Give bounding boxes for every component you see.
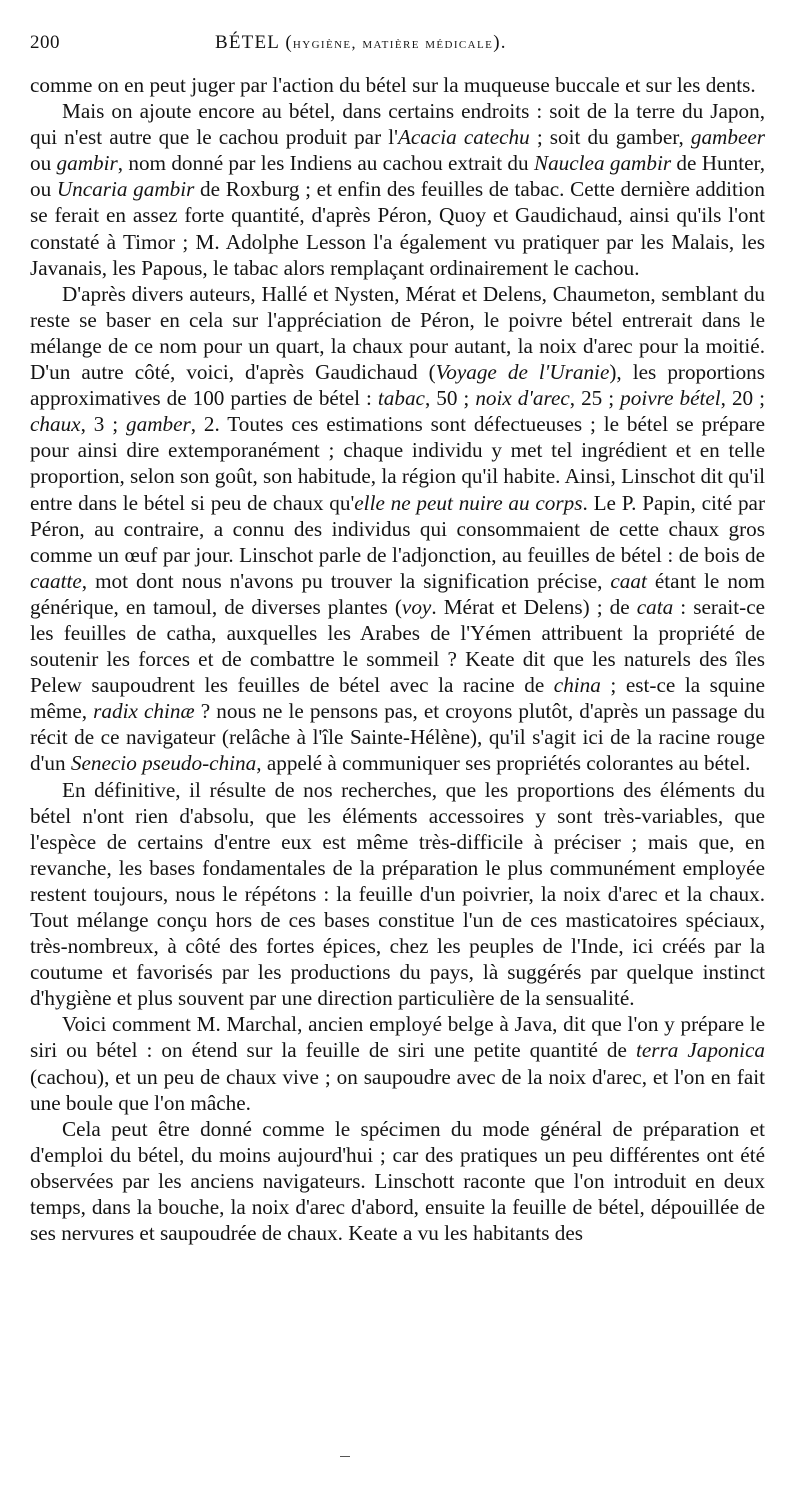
text-run: (cachou), et un peu de chaux vive ; on saupoudre avec de la noix d'arec, et l'on en fait une boule que l'on mâche. <box>30 1064 765 1115</box>
footer-mark <box>340 1456 350 1457</box>
italic-term: Nauclea gambir <box>533 151 672 176</box>
text-run: étant le nom générique, en tamoul, de diverses plantes ( <box>30 568 765 619</box>
text-run: , mot dont nous n'avons pu trouver la signification précise, <box>81 568 611 593</box>
paragraph-2 <box>30 98 765 281</box>
italic-term: Uncaria gambir <box>56 177 195 202</box>
text-run: ; soit du gamber, <box>529 125 691 150</box>
italic-term: gambeer <box>690 125 765 150</box>
text-run: D'après divers auteurs, Hallé et Nysten, Mérat et Delens, Chaumeton, semblant du reste se baser en cela sur l'appréciation de Péron, le poivre bétel entrerait dans le mélange de ce nom pour un quart, la chaux pour autant, la noix d'arec pour la moitié. D'un autre côté, voici, d'après Gaudichaud ( <box>30 281 765 385</box>
paragraph-5 <box>30 1011 765 1115</box>
italic-term: caatte <box>30 568 82 593</box>
italic-term: gambir <box>56 151 118 176</box>
text-run: de Hunter, ou <box>30 151 766 202</box>
text-run: , nom donné par les Indiens au cachou extrait du <box>117 151 534 176</box>
italic-term: poivre bétel <box>620 386 721 411</box>
text-run: , appelé à communiquer ses propriétés colorantes au bétel. <box>256 751 751 776</box>
text-run: Cela peut être donné comme le spécimen du mode général de préparation et d'emploi du bétel, du moins aujourd'hui ; car des pratiques un peu différentes ont été observées par les anciens navigateurs. Linschott raconte que l'on introduit en deux temps, dans la bouche, la noix d'arec d'abord, ensuite la feuille de bétel, dépouillée de ses nervures et saupoudrée de chaux. Keate a vu les habitants des <box>30 1116 765 1246</box>
text-run: : serait-ce les feuilles de catha, auxquelles les Arabes de l'Yémen attribuent la propriété de soutenir les forces et de combattre le sommeil ? Keate dit que les naturels des îles Pelew saupoudrent les feuilles de bétel avec la racine de <box>30 594 766 698</box>
text-run: de Roxburg ; et enfin des feuilles de tabac. Cette dernière addition se ferait en assez forte quantité, d'après Péron, Quoy et Gaudichaud, ainsi qu'ils l'ont constaté à Timor ; M. Adolphe Lesson l'a également vu pratiquer par les Malais, les Javanais, les Papous, le tabac alors remplaçant ordinairement le cachou. <box>30 177 765 280</box>
italic-term: Voyage de l'Uranie <box>435 360 610 385</box>
body-text <box>30 72 765 1246</box>
italic-term: chaux <box>30 412 81 437</box>
running-head <box>215 32 507 54</box>
italic-term: china <box>553 673 601 698</box>
italic-term: elle ne peut nuire au corps <box>354 490 583 515</box>
text-run: , 2. Toutes ces estimations sont défectueuses ; le bétel se prépare pour ainsi dire extemporanément ; chaque individu y met tel ingrédient et en telle proportion, selon son goût, son habitude, la région qu'il habite. Ainsi, Linschot dit qu'il entre dans le bétel si peu de chaux qu' <box>30 412 766 515</box>
page-number: 200 <box>30 32 60 53</box>
italic-term: Senecio pseudo-china <box>70 751 257 776</box>
text-run: , 25 ; <box>569 386 621 411</box>
text-run: comme on en peut juger par l'action du bétel sur la muqueuse buccale et sur les dents. <box>30 73 756 97</box>
text-run: ), les proportions approximatives de 100 parties de bétel : <box>30 360 766 411</box>
italic-term: radix chinæ <box>93 699 195 724</box>
text-run: , 20 ; <box>720 386 766 411</box>
text-run: Mais on ajoute encore au bétel, dans certains endroits : soit de la terre du Japon, qui n'est autre que le cachou produit par l' <box>30 99 765 150</box>
text-run: ; est-ce la squine même, <box>30 673 765 724</box>
paragraph-6 <box>30 1116 765 1246</box>
running-head-close: ). <box>493 32 507 53</box>
italic-term: gamber <box>126 412 191 437</box>
text-run: En définitive, il résulte de nos recherches, que les proportions des éléments du bétel n'ont rien d'absolu, que les éléments accessoires y sont très-variables, que l'espèce de certains d'entre eux est même très-difficile à préciser ; mais que, en revanche, les bases fondamentales de la préparation le plus communément employée restent toujours, nous le répétons : la feuille d'un poivrier, la noix d'arec et la chaux. Tout mélange conçu hors de ces bases constitue l'un de ces masticatoires spéciaux, très-nombreux, à côté des fortes épices, chez les peuples de l'Inde, ici créés par la coutume et favorisés par les productions du pays, là suggérés par quelque instinct d'hygiène et plus souvent par une direction particulière de la sensualité. <box>30 777 765 1011</box>
document-page <box>30 26 765 1246</box>
italic-term: voy <box>401 594 432 619</box>
paragraph-4 <box>30 777 765 1012</box>
italic-term: cata <box>636 594 674 619</box>
italic-term: caat <box>610 568 647 593</box>
italic-term: noix d'arec <box>475 386 570 411</box>
text-run: . Le P. Papin, cité par Péron, au contraire, a connu des individus qui consommaient de cette chaux gros comme un œuf par jour. Linschot parle de l'adjonction, au feuilles de bétel : de bois de <box>30 490 766 567</box>
page-header <box>30 26 765 54</box>
italic-term: Acacia catechu <box>397 125 530 150</box>
running-head-subtitle: hygiène, matière médicale <box>292 35 494 52</box>
paragraph-1 <box>30 72 765 98</box>
italic-term: tabac <box>377 386 425 411</box>
italic-term: terra Japonica <box>635 1038 765 1063</box>
text-run: Voici comment M. Marchal, ancien employé belge à Java, dit que l'on y prépare le siri ou bétel : on étend sur la feuille de siri une petite quantité de <box>30 1012 765 1063</box>
text-run: ou <box>30 151 57 176</box>
running-head-main: BÉTEL ( <box>215 32 293 53</box>
text-run: . Mérat et Delens) ; de <box>431 594 637 619</box>
text-run: , 3 ; <box>80 412 126 437</box>
paragraph-3 <box>30 281 765 777</box>
text-run: , 50 ; <box>424 386 476 411</box>
text-run: ? nous ne le pensons pas, et croyons plutôt, d'après un passage du récit de ce navigateur (relâche à l'île Sainte-Hélène), qu'il s'agit ici de la racine rouge d'un <box>30 699 765 776</box>
